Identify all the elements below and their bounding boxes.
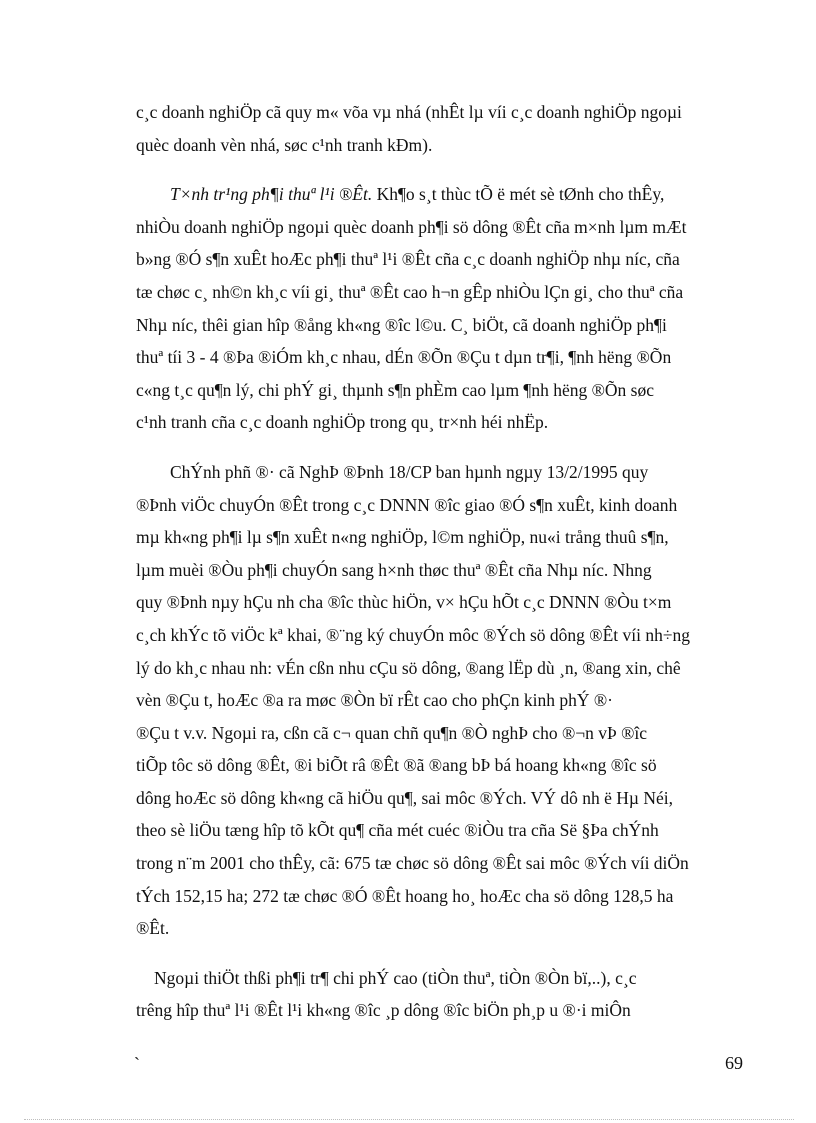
footer-mark: ` bbox=[134, 1054, 140, 1074]
paragraph-2 bbox=[136, 178, 748, 439]
text-line: ®Êt. bbox=[136, 918, 170, 939]
page-number: 69 bbox=[725, 1053, 743, 1073]
text-line: Nhµ níc, thêi gian hîp ®ång kh«ng ®îc l©u. C¸ biÖt, cã doanh nghiÖp ph¶i bbox=[136, 314, 667, 335]
text-line: thuª tíi 3 - 4 ®Þa ®iÓm kh¸c nhau, dÉn ®Õn ®Çu t dµn tr¶i, ¶nh hëng ®Õn bbox=[136, 347, 672, 368]
paragraph-1 bbox=[136, 96, 748, 161]
text-line: mµ kh«ng ph¶i lµ s¶n xuÊt n«ng nghiÖp, l©m nghiÖp, nu«i trång thuû s¶n, bbox=[136, 527, 669, 548]
paragraph-4 bbox=[136, 962, 748, 1027]
body-text bbox=[136, 96, 748, 1027]
text-line: nhiÒu doanh nghiÖp ngoµi quèc doanh ph¶i sö dông ®Êt cña m×nh lµm mÆt bbox=[136, 216, 687, 237]
text-line: quèc doanh vèn nhá, søc c¹nh tranh kÐm). bbox=[136, 134, 433, 155]
paragraph-3 bbox=[136, 456, 748, 945]
text-line: dông hoÆc sö dông kh«ng cã hiÖu qu¶, sai môc ®Ých. VÝ dô nh ë Hµ Néi, bbox=[136, 787, 673, 808]
text-line: ®Çu t v.v. Ngoµi ra, cßn cã c¬ quan chñ qu¶n ®Ò nghÞ cho ®¬n vÞ ®îc bbox=[136, 722, 648, 743]
paragraph-lead-italic: T×nh tr¹ng ph¶i thuª l¹i ®Êt. bbox=[170, 184, 373, 205]
text-line: trêng hîp thuª l¹i ®Êt l¹i kh«ng ®îc ¸p dông ®îc biÖn ph¸p u ®·i miÔn bbox=[136, 1000, 631, 1021]
text-line: trong n¨m 2001 cho thÊy, cã: 675 tæ chøc sö dông ®Êt sai môc ®Ých víi diÖn bbox=[136, 853, 689, 874]
text-line: tæ chøc c¸ nh©n kh¸c víi gi¸ thuª ®Êt cao h¬n gÊp nhiÒu lÇn gi¸ cho thuª cña bbox=[136, 281, 684, 302]
text-line: lµm muèi ®Òu ph¶i chuyÓn sang h×nh thøc thuª ®Êt cña Nhµ níc. Nhng bbox=[136, 559, 652, 580]
text-line: theo sè liÖu tæng hîp tõ kÕt qu¶ cña mét cuéc ®iÒu tra cña Së §Þa chÝnh bbox=[136, 820, 659, 841]
text-line: lý do kh¸c nhau nh: vÉn cßn nhu cÇu sö dông, ®ang lËp dù ¸n, ®ang xin, chê bbox=[136, 657, 681, 678]
text-line: ®Þnh viÖc chuyÓn ®Êt trong c¸c DNNN ®îc giao ®Ó s¶n xuÊt, kinh doanh bbox=[136, 494, 678, 515]
text-line: quy ®Þnh nµy hÇu nh cha ®îc thùc hiÖn, v× hÇu hÕt c¸c DNNN ®Òu t×m bbox=[136, 592, 672, 613]
text-line: tiÕp tôc sö dông ®Êt, ®i biÕt râ ®Êt ®ã ®ang bÞ bá hoang kh«ng ®îc sö bbox=[136, 755, 657, 776]
text-line-rest: Kh¶o s¸t thùc tÕ ë mét sè tØnh cho thÊy, bbox=[372, 184, 665, 205]
text-line bbox=[136, 178, 748, 211]
text-line: tÝch 152,15 ha; 272 tæ chøc ®Ó ®Êt hoang ho¸ hoÆc cha sö dông 128,5 ha bbox=[136, 885, 674, 906]
text-line: c«ng t¸c qu¶n lý, chi phÝ gi¸ thµnh s¶n phÈm cao lµm ¶nh hëng ®Õn søc bbox=[136, 379, 655, 400]
text-line: ChÝnh phñ ®· cã NghÞ ®Þnh 18/CP ban hµnh ngµy 13/2/1995 quy bbox=[170, 461, 649, 482]
page-bottom-dotted-rule bbox=[24, 1119, 794, 1120]
text-line: c¸c doanh nghiÖp cã quy m« võa vµ nhá (nhÊt lµ víi c¸c doanh nghiÖp ngoµi bbox=[136, 102, 682, 122]
text-line: vèn ®Çu t, hoÆc ®a ra møc ®Òn bï rÊt cao cho phÇn kinh phÝ ®· bbox=[136, 690, 613, 711]
text-line: b»ng ®Ó s¶n xuÊt hoÆc ph¶i thuª l¹i ®Êt cña c¸c doanh nghiÖp nhµ níc, cña bbox=[136, 249, 680, 270]
text-line: Ngoµi thiÖt thßi ph¶i tr¶ chi phÝ cao (tiÒn thuª, tiÒn ®Òn bï,..), c¸c bbox=[154, 967, 637, 988]
text-line: c¸ch khÝc tõ viÖc kª khai, ®¨ng ký chuyÓn môc ®Ých sö dông ®Êt víi nh÷ng bbox=[136, 624, 690, 645]
text-line: c¹nh tranh cña c¸c doanh nghiÖp trong qu¸ tr×nh héi nhËp. bbox=[136, 412, 549, 433]
